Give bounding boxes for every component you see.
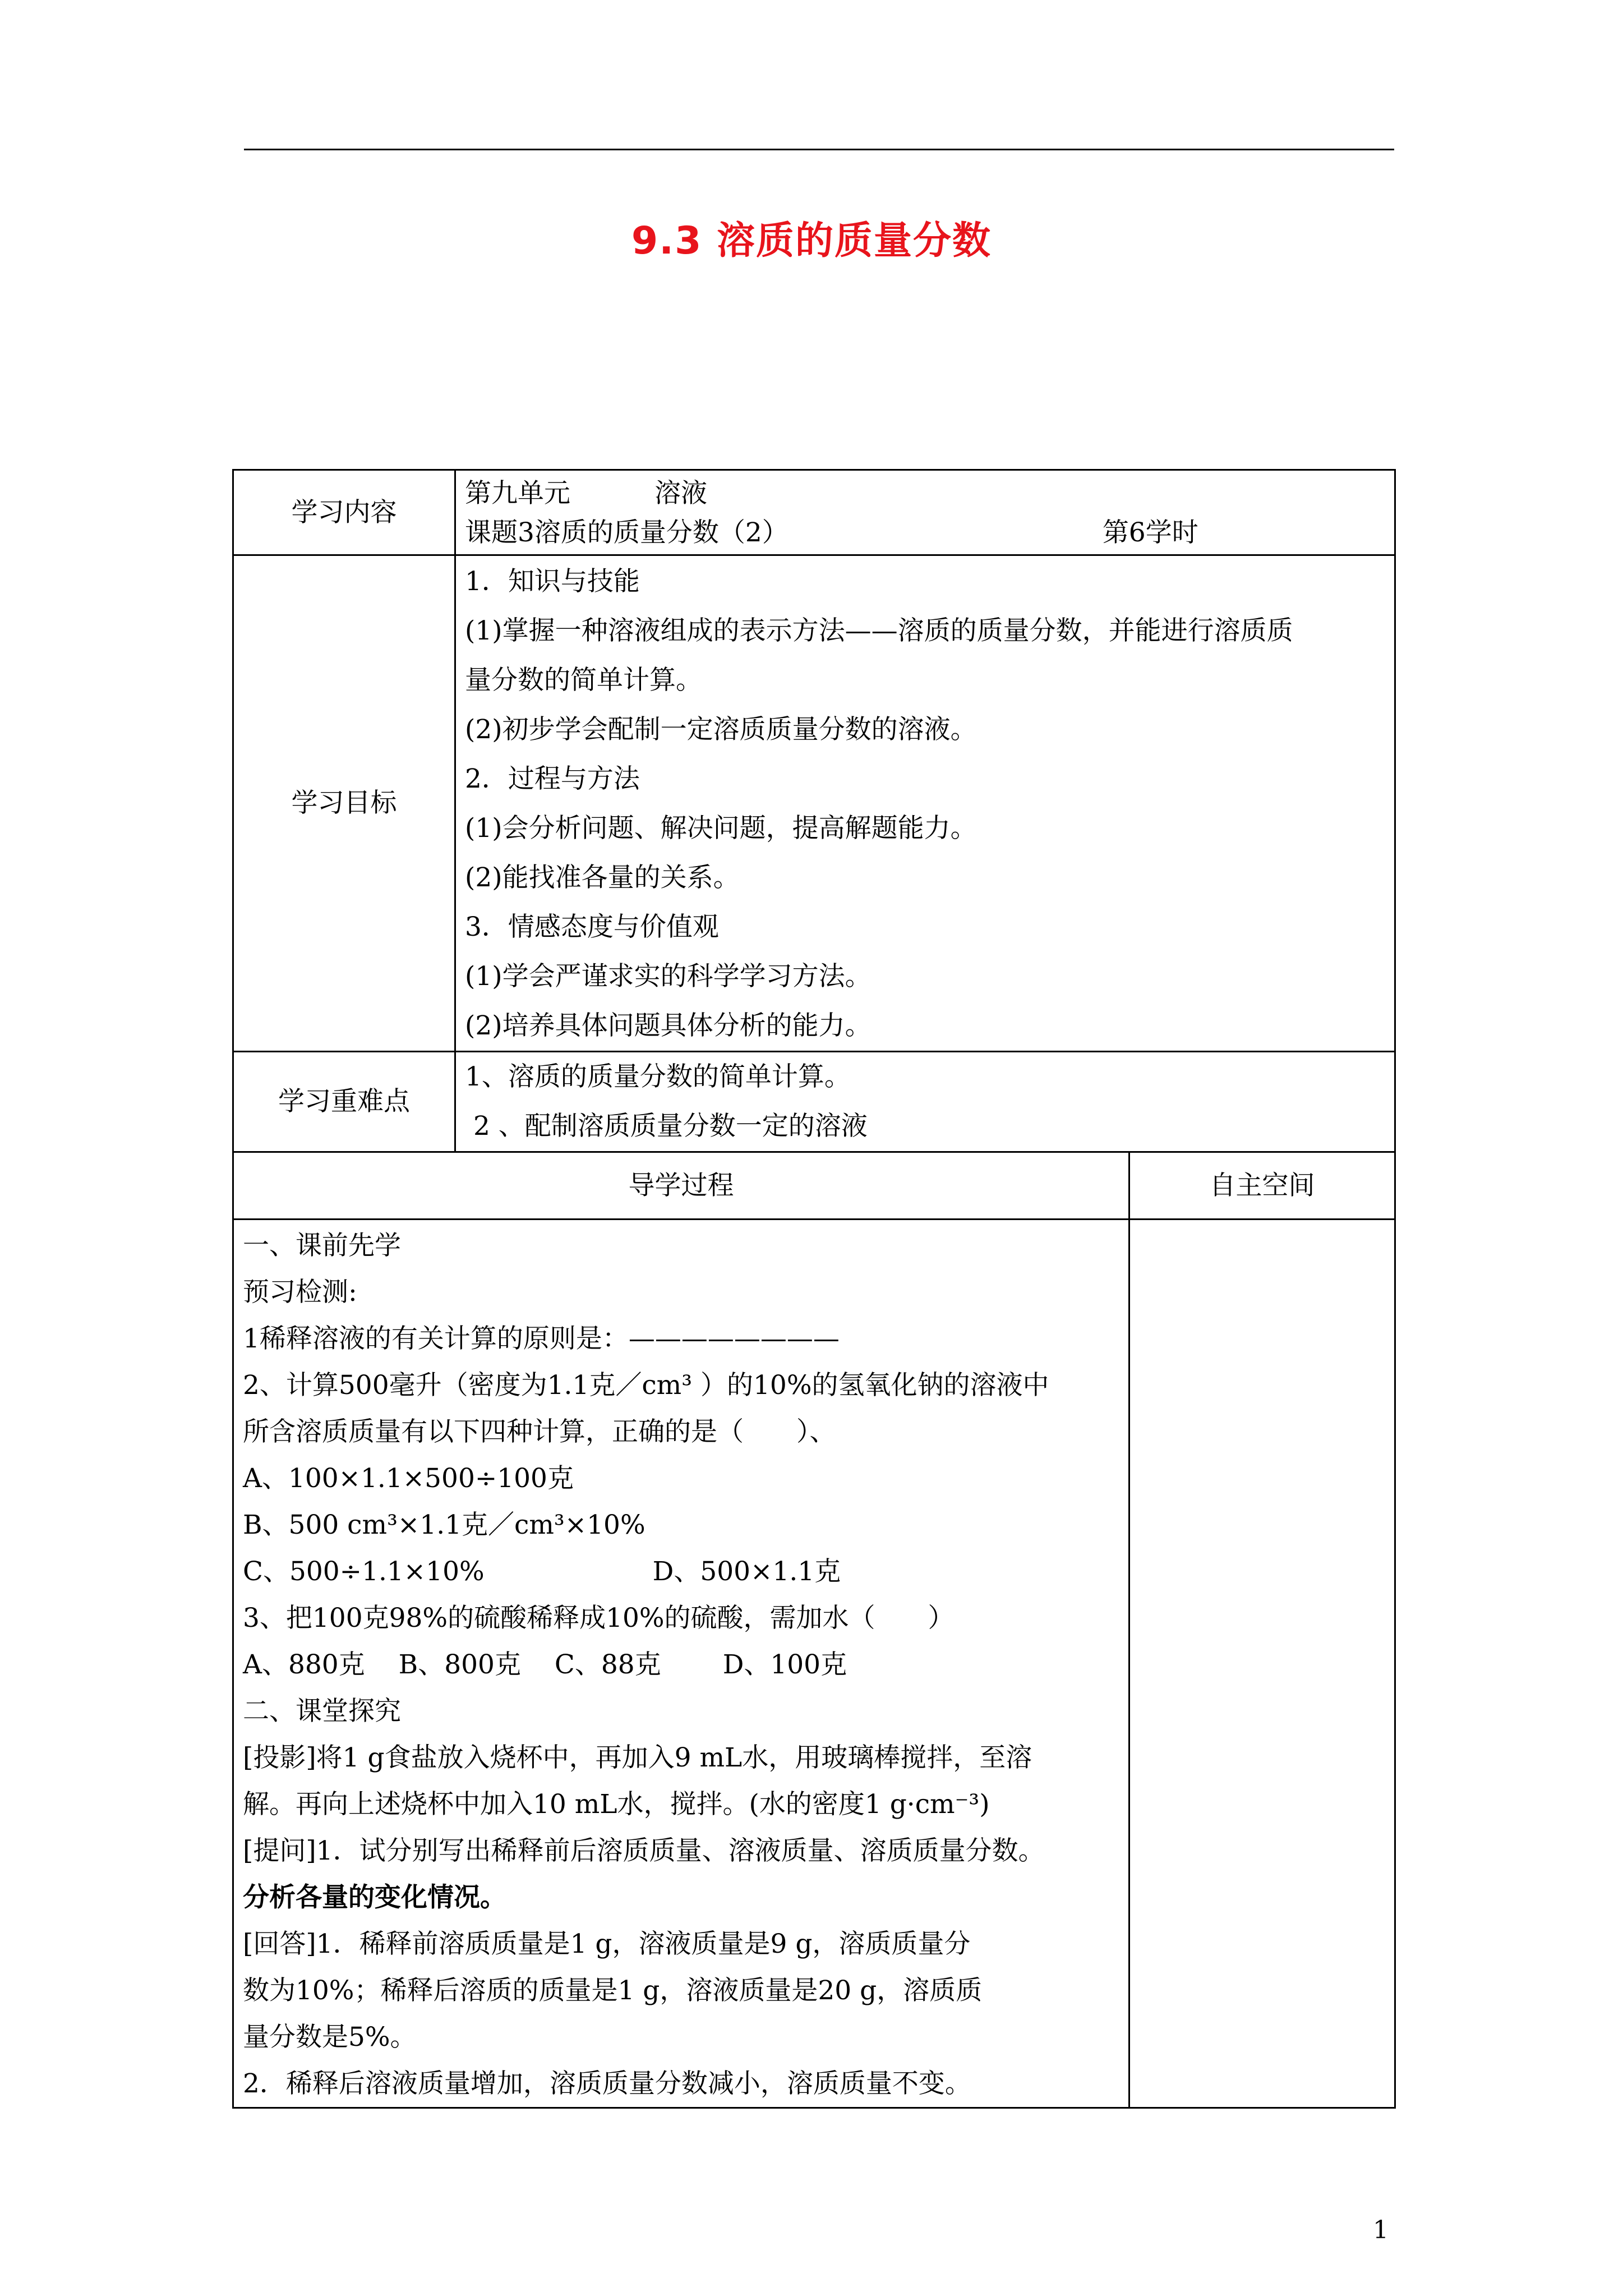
goal-line: 1．知识与技能	[465, 566, 640, 597]
goal-line: (2)初步学会配制一定溶质质量分数的溶液。	[465, 714, 977, 745]
goal-line: (2)能找准各量的关系。	[465, 862, 740, 893]
page-title: 9.3 溶质的质量分数	[631, 219, 992, 263]
goal-line: 3．情感态度与价值观	[465, 912, 719, 942]
cell-self-space	[1129, 1220, 1395, 2108]
option-a: A、100×1.1×500÷100克	[243, 1463, 574, 1494]
option-c: C、88克	[554, 1649, 661, 1680]
question-2-line: 所含溶质质量有以下四种计算，正确的是（ ）、	[243, 1416, 836, 1447]
answer-line: 数为10%；稀释后溶质的质量是1 g，溶液质量是20 g，溶质质	[243, 1975, 983, 2006]
answer-line: 量分数是5%。	[243, 2022, 417, 2053]
label-learning-goals: 学习目标	[233, 555, 455, 1052]
question-3: 3、把100克98%的硫酸稀释成10%的硫酸，需加水（ ）	[243, 1603, 955, 1634]
goal-line: 量分数的简单计算。	[465, 665, 702, 696]
option-c: C、500÷1.1×10%	[243, 1556, 485, 1587]
unit-text: 第九单元	[465, 478, 570, 509]
section-heading: 二、课堂探究	[243, 1696, 401, 1727]
goal-line: (2)培养具体问题具体分析的能力。	[465, 1010, 872, 1041]
question-3-options	[243, 1641, 1119, 1688]
label-learning-content: 学习内容	[233, 470, 455, 555]
row-process-header	[233, 1152, 1395, 1220]
key-point-line: 2 、配制溶质质量分数一定的溶液	[465, 1111, 868, 1142]
section-heading: 一、课前先学	[243, 1230, 401, 1261]
cell-learning-content	[455, 470, 1395, 555]
question-1: 1稀释溶液的有关计算的原则是：————————	[243, 1323, 840, 1354]
analysis-heading: 分析各量的变化情况。	[243, 1882, 506, 1913]
lesson-line	[465, 513, 1385, 553]
goal-line: (1)学会严谨求实的科学学习方法。	[465, 961, 872, 992]
projection-line: 解。再向上述烧杯中加入10 mL水，搅拌。(水的密度1 g·cm⁻³)	[243, 1789, 990, 1820]
answer-line: 2．稀释后溶液质量增加，溶质质量分数减小，溶质质量不变。	[243, 2068, 971, 2099]
header-rule	[244, 149, 1394, 150]
row-learning-content	[233, 470, 1395, 555]
cell-guided-process	[233, 1220, 1129, 2108]
option-d: D、500×1.1克	[652, 1556, 841, 1587]
option-a: A、880克	[243, 1649, 365, 1680]
option-b: B、500 cm³×1.1克／cm³×10%	[243, 1510, 645, 1540]
unit-topic-text: 溶液	[654, 478, 707, 509]
lesson-plan-table	[232, 469, 1396, 2109]
row-key-points	[233, 1052, 1395, 1152]
options-c-d	[243, 1548, 1119, 1595]
projection-line: [投影]将1 g食盐放入烧杯中，再加入9 mL水，用玻璃棒搅拌，至溶	[243, 1742, 1032, 1773]
lesson-text: 课题3溶质的质量分数（2）	[465, 517, 789, 548]
unit-line	[465, 474, 1385, 513]
option-d: D、100克	[722, 1649, 847, 1680]
period-text: 第6学时	[1102, 517, 1198, 548]
goal-line: (1)掌握一种溶液组成的表示方法——溶质的质量分数，并能进行溶质质	[465, 615, 1293, 646]
cell-key-points	[455, 1052, 1395, 1152]
option-b: B、800克	[398, 1649, 521, 1680]
page-number: 1	[1373, 2216, 1389, 2244]
row-process-body	[233, 1220, 1395, 2108]
row-learning-goals	[233, 555, 1395, 1052]
preview-label: 预习检测:	[243, 1277, 357, 1308]
cell-learning-goals	[455, 555, 1395, 1052]
answer-line: [回答]1．稀释前溶质质量是1 g，溶液质量是9 g，溶质质量分	[243, 1929, 971, 1959]
label-key-points: 学习重难点	[233, 1052, 455, 1152]
header-guided-process: 导学过程	[233, 1152, 1129, 1220]
header-self-space: 自主空间	[1129, 1152, 1395, 1220]
question-line: [提问]1．试分别写出稀释前后溶质质量、溶液质量、溶质质量分数。	[243, 1835, 1045, 1866]
goal-line: (1)会分析问题、解决问题，提高解题能力。	[465, 813, 977, 844]
key-point-line: 1、溶质的质量分数的简单计算。	[465, 1061, 851, 1092]
goal-line: 2．过程与方法	[465, 763, 640, 794]
question-2-line: 2、计算500毫升（密度为1.1克／cm³ ）的10%的氢氧化钠的溶液中	[243, 1370, 1049, 1401]
